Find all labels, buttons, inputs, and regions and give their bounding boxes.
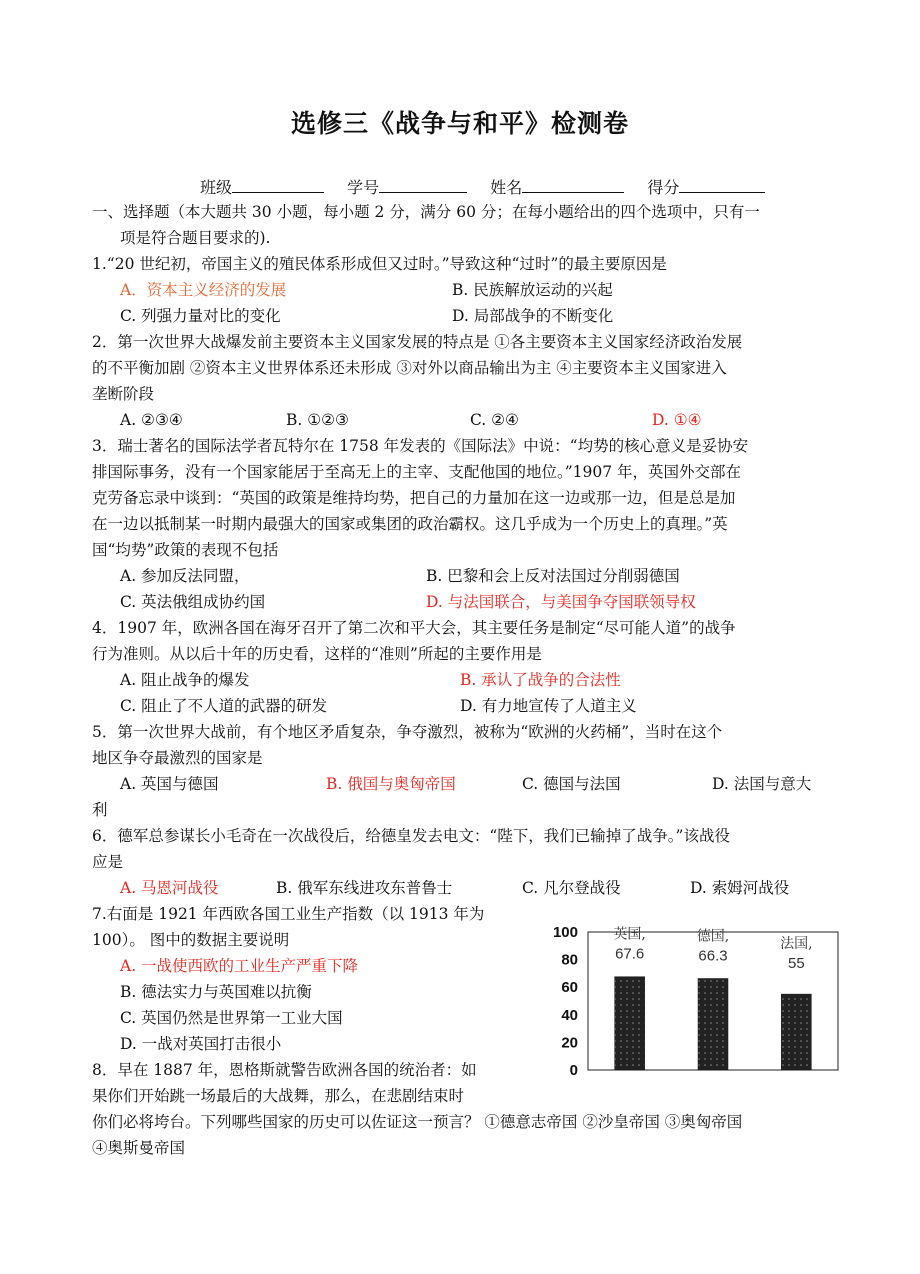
q2-stem-cont: 的不平衡加剧 ②资本主义世界体系还未形成 ③对外以商品输出为主 ④主要资本主义国家进入: [92, 359, 727, 377]
q6-stem-cont: 应是: [92, 853, 124, 871]
industrial-index-chart: [540, 918, 840, 1078]
q8-stem-cont: 你们必将垮台。下列哪些国家的历史可以佐证这一预言？ ①德意志帝国 ②沙皇帝国 ③奥匈帝国: [92, 1113, 743, 1131]
q7-option-d[interactable]: D. 一战对英国打击很小: [120, 1035, 282, 1053]
data-label: 67.6: [615, 945, 645, 963]
q5-option-d[interactable]: D. 法国与意大: [712, 775, 812, 793]
q4-option-b[interactable]: B. 承认了战争的合法性: [460, 671, 621, 689]
q3-option-c[interactable]: C. 英法俄组成协约国: [120, 593, 266, 611]
q7-stem: 7.右面是 1921 年西欧各国工业生产指数（以 1913 年为: [92, 905, 485, 923]
bar: [698, 979, 728, 1070]
q7-stem-cont: 100）。 图中的数据主要说明: [92, 931, 290, 949]
category-label: 英国,: [613, 926, 646, 943]
q5-option-b[interactable]: B. 俄国与奥匈帝国: [326, 775, 456, 793]
q4-stem: 4．1907 年，欧洲各国在海牙召开了第二次和平大会，其主要任务是制定“尽可能人道”的战争: [92, 619, 736, 637]
y-tick-label: 60: [561, 979, 578, 997]
category-label: 德国,: [696, 928, 730, 945]
bar: [781, 994, 811, 1070]
q6-stem: 6．德军总参谋长小毛奇在一次战役后，给德皇发去电文：“陛下，我们已输掉了战争。”该战役: [92, 827, 730, 845]
q8-stem: 8．早在 1887 年，恩格斯就警告欧洲各国的统治者：如: [92, 1061, 477, 1079]
q2-option-c[interactable]: C. ②④: [470, 411, 519, 429]
q5-stem-cont: 地区争夺最激烈的国家是: [92, 749, 263, 767]
data-label: 55: [787, 955, 805, 973]
y-tick-label: 40: [561, 1006, 578, 1024]
category-label: 法国,: [780, 936, 813, 953]
bar-chart-svg: [540, 918, 840, 1078]
q1-option-c[interactable]: C. 列强力量对比的变化: [120, 307, 281, 325]
q3-option-d[interactable]: D. 与法国联合，与美国争夺国联领导权: [426, 593, 696, 611]
page-title: 选修三《战争与和平》检测卷: [290, 109, 629, 138]
number-field[interactable]: 学号: [347, 175, 467, 198]
q3-stem-cont: 排国际事务，没有一个国家能居于至高无上的主宰、支配他国的地位。”1907 年，英国外交部在: [92, 463, 742, 481]
q2-option-b[interactable]: B. ①②③: [286, 411, 349, 429]
q4-stem-cont: 行为准则。从以后十年的历史看，这样的“准则”所起的主要作用是: [92, 645, 542, 663]
bar: [615, 977, 645, 1070]
q5-option-c[interactable]: C. 德国与法国: [522, 775, 621, 793]
q6-option-d[interactable]: D. 索姆河战役: [690, 879, 790, 897]
q2-option-d[interactable]: D. ①④: [652, 411, 702, 429]
y-tick-label: 100: [552, 924, 578, 941]
q1-option-a[interactable]: A．资本主义经济的发展: [120, 281, 287, 299]
score-field[interactable]: 得分: [647, 175, 765, 198]
section-heading-cont: 项是符合题目要求的).: [120, 229, 271, 247]
y-tick-label: 20: [561, 1034, 578, 1052]
name-field[interactable]: 姓名: [490, 175, 624, 198]
q6-option-b[interactable]: B. 俄军东线进攻东普鲁士: [276, 879, 453, 897]
q7-option-a[interactable]: A. 一战使西欧的工业生产严重下降: [120, 957, 359, 975]
q3-option-a[interactable]: A. 参加反法同盟，: [120, 567, 250, 585]
section-heading: 一、选择题（本大题共 30 小题，每小题 2 分，满分 60 分；在每小题给出的四个选项中，只有一: [92, 203, 760, 221]
y-tick-label: 80: [561, 951, 578, 969]
q4-option-c[interactable]: C. 阻止了不人道的武器的研发: [120, 697, 328, 715]
q1-option-d[interactable]: D. 局部战争的不断变化: [452, 307, 614, 325]
q5-option-d-cont: 利: [92, 801, 108, 819]
q5-option-a[interactable]: A. 英国与德国: [120, 775, 219, 793]
q7-option-b[interactable]: B. 德法实力与英国难以抗衡: [120, 983, 312, 1001]
q4-option-a[interactable]: A. 阻止战争的爆发: [120, 671, 250, 689]
q4-option-d[interactable]: D. 有力地宣传了人道主义: [460, 697, 637, 715]
data-label: 66.3: [698, 947, 728, 965]
q3-stem-cont: 在一边以抵制某一时期内最强大的国家或集团的政治霸权。这几乎成为一个历史上的真理。”英: [92, 515, 728, 533]
q3-stem: 3．瑞士著名的国际法学者瓦特尔在 1758 年发表的《国际法》中说：“均势的核心意义是妥协安: [92, 437, 749, 455]
q6-option-a[interactable]: A. 马恩河战役: [120, 879, 219, 897]
q2-stem-cont: 垄断阶段: [92, 385, 155, 403]
q8-stem-cont: 果你们开始跳一场最后的大战舞，那么，在悲剧结束时: [92, 1087, 465, 1105]
q3-stem-cont: 克劳备忘录中谈到：“英国的政策是维持均势，把自己的力量加在这一边或那一边，但是总是加: [92, 489, 736, 507]
y-tick-label: 0: [569, 1062, 578, 1078]
q3-option-b[interactable]: B. 巴黎和会上反对法国过分削弱德国: [426, 567, 680, 585]
q3-stem-cont: 国“均势”政策的表现不包括: [92, 541, 279, 559]
q6-option-c[interactable]: C. 凡尔登战役: [522, 879, 621, 897]
student-info: [200, 175, 783, 198]
q2-stem: 2．第一次世界大战爆发前主要资本主义国家发展的特点是 ①各主要资本主义国家经济政治发展: [92, 333, 743, 351]
q1-stem: 1.“20 世纪初，帝国主义的殖民体系形成但又过时。”导致这种“过时”的最主要原因是: [92, 255, 667, 273]
q8-stem-cont: ④奥斯曼帝国: [92, 1139, 186, 1157]
q7-option-c[interactable]: C. 英国仍然是世界第一工业大国: [120, 1009, 343, 1027]
class-field[interactable]: 班级: [200, 175, 324, 198]
q5-stem: 5．第一次世界大战前，有个地区矛盾复杂，争夺激烈，被称为“欧洲的火药桶”，当时在这个: [92, 723, 723, 741]
q1-option-b[interactable]: B. 民族解放运动的兴起: [452, 281, 613, 299]
q2-option-a[interactable]: A. ②③④: [120, 411, 183, 429]
